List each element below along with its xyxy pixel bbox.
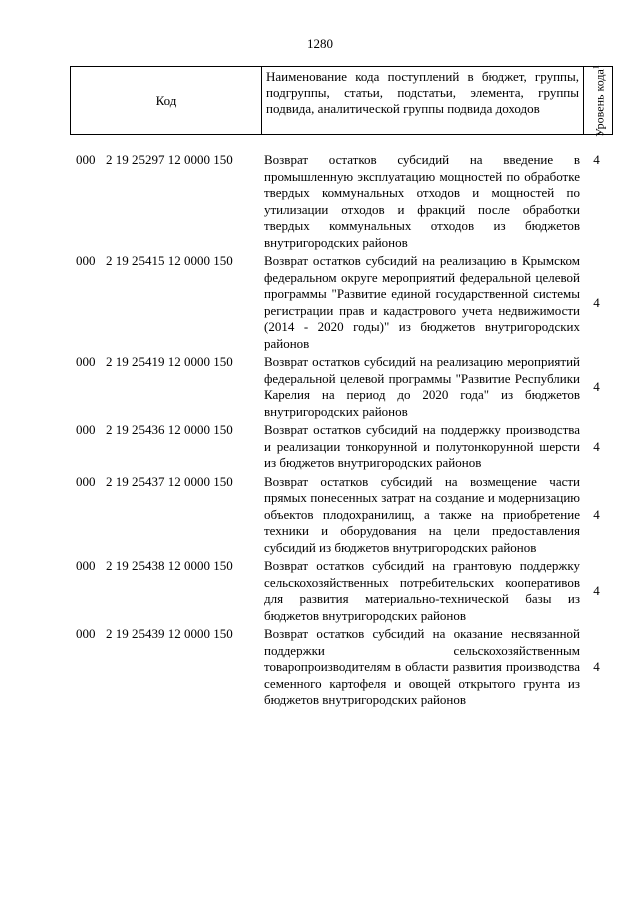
row-level: 4 — [593, 379, 600, 394]
row-admin-code: 000 — [76, 354, 96, 369]
row-level: 4 — [593, 294, 600, 310]
table-row — [70, 354, 613, 420]
row-admin-code: 000 — [76, 253, 96, 268]
row-income-code: 2 19 25436 12 0000 150 — [106, 422, 233, 437]
table-row — [70, 558, 613, 624]
table-row — [70, 253, 613, 352]
row-income-code: 2 19 25415 12 0000 150 — [106, 253, 233, 268]
row-admin-code: 000 — [76, 558, 96, 573]
table-header — [70, 66, 613, 135]
row-name: Возврат остатков субсидий на возмещение части прямых понесенных затрат на создание и модернизацию объектов плодохранилищ, а также на приобретение техники и оборудования на цели предоставления субсидий из бюджетов внутригородских районов — [264, 473, 580, 555]
row-name: Возврат остатков субсидий на поддержку производства и реализации тонкорунной и полутонкорунной шерсти из бюджетов внутригородских районов — [264, 422, 580, 470]
table-row — [70, 474, 613, 557]
row-income-code: 2 19 25438 12 0000 150 — [106, 558, 233, 573]
row-income-code: 2 19 25437 12 0000 150 — [106, 473, 233, 489]
table-row — [70, 152, 613, 251]
row-name: Возврат остатков субсидий на введение в промышленную эксплуатацию мощностей по обработке твердых коммунальных отходов и мощностей по утилизации отходов и фракций после обработки твердых коммунальных отходов из бюджетов внутригородских районов — [264, 152, 580, 250]
row-income-code: 2 19 25439 12 0000 150 — [106, 626, 233, 641]
header-name: Наименование кода поступлений в бюджет, группы, подгруппы, статьи, подстатьи, элемента, группы подвида, аналитической группы подвида доходов — [262, 67, 584, 134]
row-income-code: 2 19 25297 12 0000 150 — [106, 152, 233, 167]
row-name: Возврат остатков субсидий на реализацию в Крымском федеральном округе мероприятий федеральной целевой программы "Развитие единой государственной системы регистрации прав и кадастрового учета недвижимости (2014 - 2020 годы)" из бюджетов внутригородских районов — [264, 253, 580, 351]
row-admin-code: 000 — [76, 422, 96, 437]
row-name: Возврат остатков субсидий на грантовую поддержку сельскохозяйственных потребительских кооперативов для развития материально-технической базы из бюджетов внутригородских районов — [264, 558, 580, 623]
header-code: Код — [71, 67, 262, 134]
row-level: 4 — [593, 438, 600, 454]
row-name: Возврат остатков субсидий на оказание несвязанной поддержки сельскохозяйственным товаропроизводителям в области развития производства семенного картофеля и овощей открытого грунта из бюджетов внутригородских районов — [264, 626, 580, 707]
row-admin-code: 000 — [76, 626, 96, 641]
row-admin-code: 000 — [76, 473, 96, 489]
table-row — [70, 422, 613, 472]
row-level: 4 — [593, 152, 600, 167]
table-row — [70, 626, 613, 709]
header-level-label — [590, 65, 607, 137]
row-name: Возврат остатков субсидий на реализацию мероприятий федеральной целевой программы "Развитие Республики Карелия на период до 2020 года" из бюджетов внутригородских районов — [264, 354, 580, 419]
row-level: 4 — [593, 506, 600, 522]
row-level: 4 — [593, 583, 600, 598]
page-number: 1280 — [307, 36, 333, 51]
header-level-footnote: 1 — [591, 64, 601, 69]
row-admin-code: 000 — [76, 152, 96, 167]
header-level-text: Уровень кода — [592, 68, 607, 137]
table-body — [70, 152, 613, 711]
header-level — [584, 64, 612, 137]
row-level: 4 — [593, 659, 600, 675]
row-income-code: 2 19 25419 12 0000 150 — [106, 354, 233, 369]
